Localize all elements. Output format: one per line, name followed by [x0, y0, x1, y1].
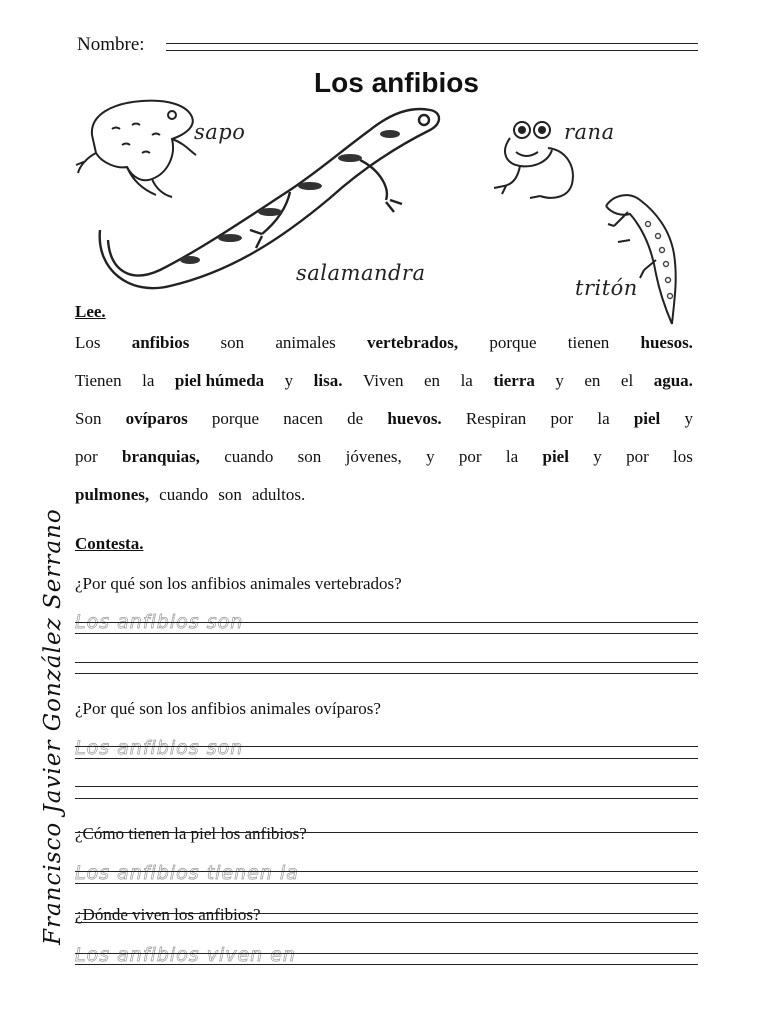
answer-line-3a[interactable] [75, 832, 698, 833]
keyword: huesos. [640, 333, 693, 352]
word: la [142, 371, 155, 390]
answer-line-3c[interactable] [75, 883, 698, 884]
reading-line [75, 476, 693, 514]
caption-sapo: sapo [194, 120, 246, 144]
reading-paragraph [75, 324, 693, 514]
word: son [220, 333, 245, 352]
word: animales [275, 333, 336, 352]
word: la [597, 409, 610, 428]
word: y [684, 409, 693, 428]
answer-line-2b[interactable] [75, 758, 698, 759]
word: y [426, 447, 435, 466]
reading-line [75, 362, 693, 400]
question-1: ¿Por qué son los anfibios animales vertebrados? [75, 574, 402, 593]
word: y [555, 371, 564, 390]
keyword: lisa. [313, 371, 343, 390]
trace-text-1: Los anfibios son [75, 611, 244, 633]
keyword: piel húmeda [174, 371, 265, 390]
word: jóvenes, [345, 447, 402, 466]
question-2: ¿Por qué son los anfibios animales ovíparos? [75, 699, 381, 718]
section-heading-contesta: Contesta. [75, 534, 144, 553]
word: cuando [159, 485, 209, 504]
answer-line-4c[interactable] [75, 953, 698, 954]
question-4: ¿Dónde viven los anfibios? [75, 905, 261, 924]
keyword: pulmones, [75, 485, 150, 504]
answer-line-1d[interactable] [75, 673, 698, 674]
keyword: piel [633, 409, 661, 428]
word: la [505, 447, 519, 466]
word: nacen [283, 409, 323, 428]
name-line-top[interactable] [166, 43, 698, 44]
word: por [75, 447, 98, 466]
keyword: agua. [653, 371, 693, 390]
word: porque [211, 409, 260, 428]
word: en [584, 371, 601, 390]
answer-line-1b[interactable] [75, 633, 698, 634]
word: el [620, 371, 634, 390]
author-credit: Francisco Javier González Serrano [40, 508, 66, 945]
word: en [424, 371, 441, 390]
trace-text-2: Los anfibios son [75, 737, 244, 759]
word: Respiran [465, 409, 527, 428]
word: la [460, 371, 473, 390]
word: tienen [567, 333, 610, 352]
word: por [458, 447, 482, 466]
answer-line-2c[interactable] [75, 786, 698, 787]
newt-illustration [600, 190, 690, 330]
word: porque [489, 333, 537, 352]
keyword: branquias, [121, 447, 200, 466]
keyword: vertebrados, [367, 333, 459, 352]
caption-triton: tritón [575, 276, 638, 300]
trace-text-3: Los anfibios tienen la [75, 862, 299, 884]
keyword: anfibios [131, 333, 190, 352]
caption-rana: rana [564, 120, 615, 144]
name-line-bottom[interactable] [166, 50, 698, 51]
keyword: ovíparos [125, 409, 188, 428]
answer-line-4d[interactable] [75, 964, 698, 965]
caption-salamandra: salamandra [296, 261, 426, 285]
answer-line-4b[interactable] [75, 922, 698, 923]
word: son [218, 485, 242, 504]
reading-line [75, 438, 693, 476]
answer-line-2d[interactable] [75, 798, 698, 799]
word: Tienen [75, 371, 122, 390]
word: por [626, 447, 649, 466]
keyword: piel [542, 447, 569, 466]
section-heading-lee: Lee. [75, 302, 106, 321]
answer-line-3b[interactable] [75, 871, 698, 872]
word: Son [75, 409, 102, 428]
keyword: huevos. [387, 409, 442, 428]
answer-line-1c[interactable] [75, 662, 698, 663]
word: de [347, 409, 364, 428]
question-3: ¿Cómo tienen la piel los anfibios? [75, 824, 307, 843]
word: cuando [224, 447, 274, 466]
word: y [284, 371, 294, 390]
word: los [673, 447, 693, 466]
answer-line-4a[interactable] [75, 913, 698, 914]
page-title: Los anfibios [314, 67, 479, 98]
keyword: tierra [493, 371, 535, 390]
answer-line-2a[interactable] [75, 746, 698, 747]
word: por [550, 409, 574, 428]
word: Viven [362, 371, 404, 390]
word: son [297, 447, 322, 466]
word: adultos. [251, 485, 306, 504]
trace-text-4: Los anfibios viven en [75, 944, 296, 966]
name-label: Nombre: [77, 34, 145, 55]
word: y [593, 447, 602, 466]
reading-line [75, 324, 693, 362]
word: Los [75, 333, 101, 352]
answer-line-1a[interactable] [75, 622, 698, 623]
reading-line [75, 400, 693, 438]
